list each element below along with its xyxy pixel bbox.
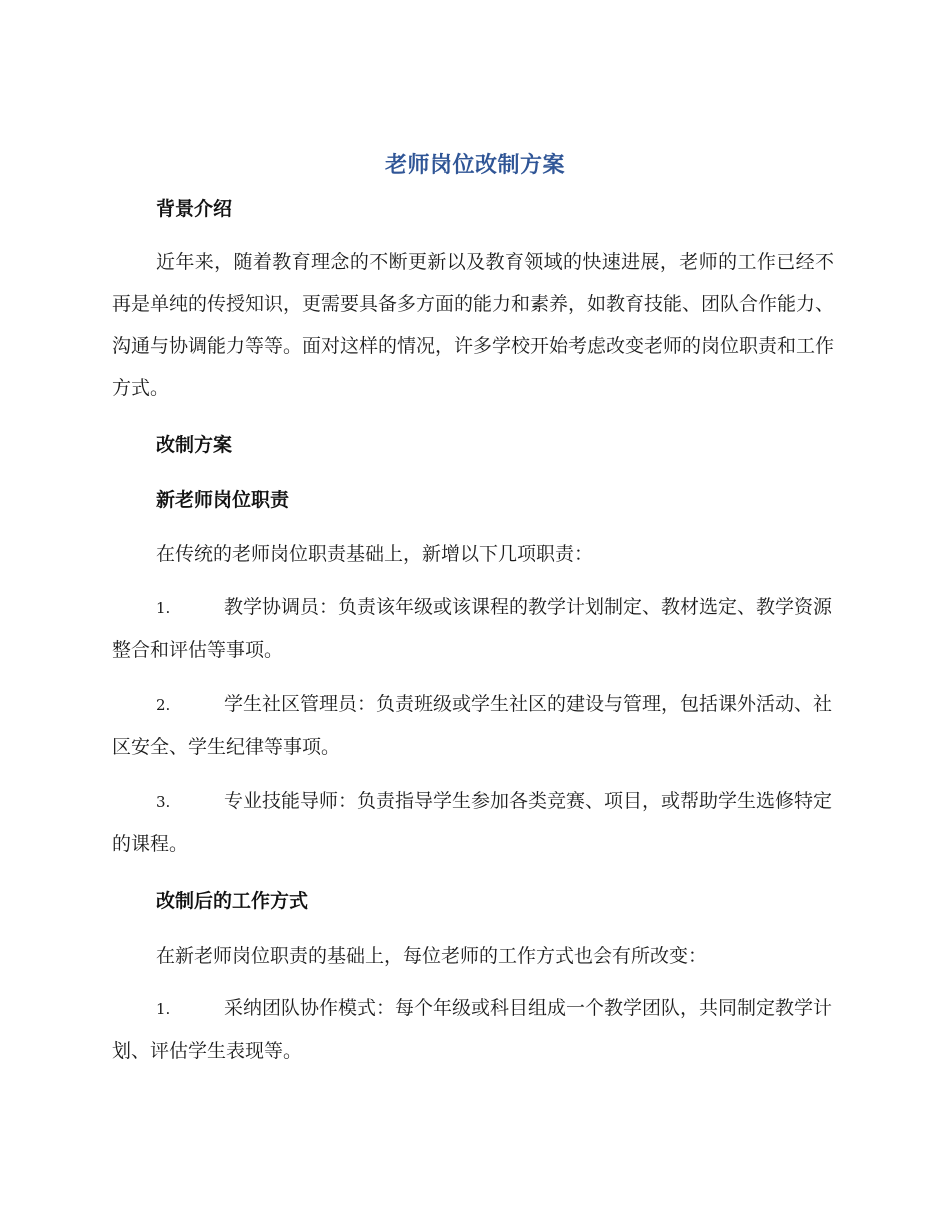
list-item-text: 采纳团队协作模式：每个年级或科目组成一个教学团队，共同制定教学计划、评估学生表现等。	[112, 997, 833, 1062]
duties-list-item-1	[112, 586, 834, 671]
section-heading-duties: 新老师岗位职责	[156, 489, 290, 511]
work-mode-intro: 在新老师岗位职责的基础上，每位老师的工作方式也会有所改变：	[156, 945, 708, 967]
list-item-text: 教学协调员：负责该年级或该课程的教学计划制定、教材选定、教学资源整合和评估等事项。	[112, 596, 833, 661]
list-item-text: 专业技能导师：负责指导学生参加各类竞赛、项目，或帮助学生选修特定的课程。	[112, 790, 833, 855]
list-number: 3.	[156, 793, 171, 811]
list-number: 2.	[156, 696, 171, 714]
section-heading-plan: 改制方案	[156, 434, 233, 456]
list-number: 1.	[156, 1000, 171, 1018]
list-number: 1.	[156, 599, 171, 617]
work-mode-list-item-1	[112, 987, 834, 1072]
document-title: 老师岗位改制方案	[384, 153, 565, 178]
background-paragraph: 近年来，随着教育理念的不断更新以及教育领域的快速进展，老师的工作已经不再是单纯的传授知识，更需要具备多方面的能力和素养，如教育技能、团队合作能力、沟通与协调能力等等。面对这样的情况，许多学校开始考虑改变老师的岗位职责和工作方式。	[112, 251, 835, 399]
duties-list-item-2	[112, 683, 834, 768]
section-heading-work-mode: 改制后的工作方式	[156, 890, 309, 912]
duties-intro: 在传统的老师岗位职责基础上，新增以下几项职责：	[156, 543, 594, 565]
duties-list-item-3	[112, 780, 834, 865]
section-heading-background: 背景介绍	[156, 198, 233, 220]
list-item-text: 学生社区管理员：负责班级或学生社区的建设与管理，包括课外活动、社区安全、学生纪律等事项。	[112, 693, 833, 758]
